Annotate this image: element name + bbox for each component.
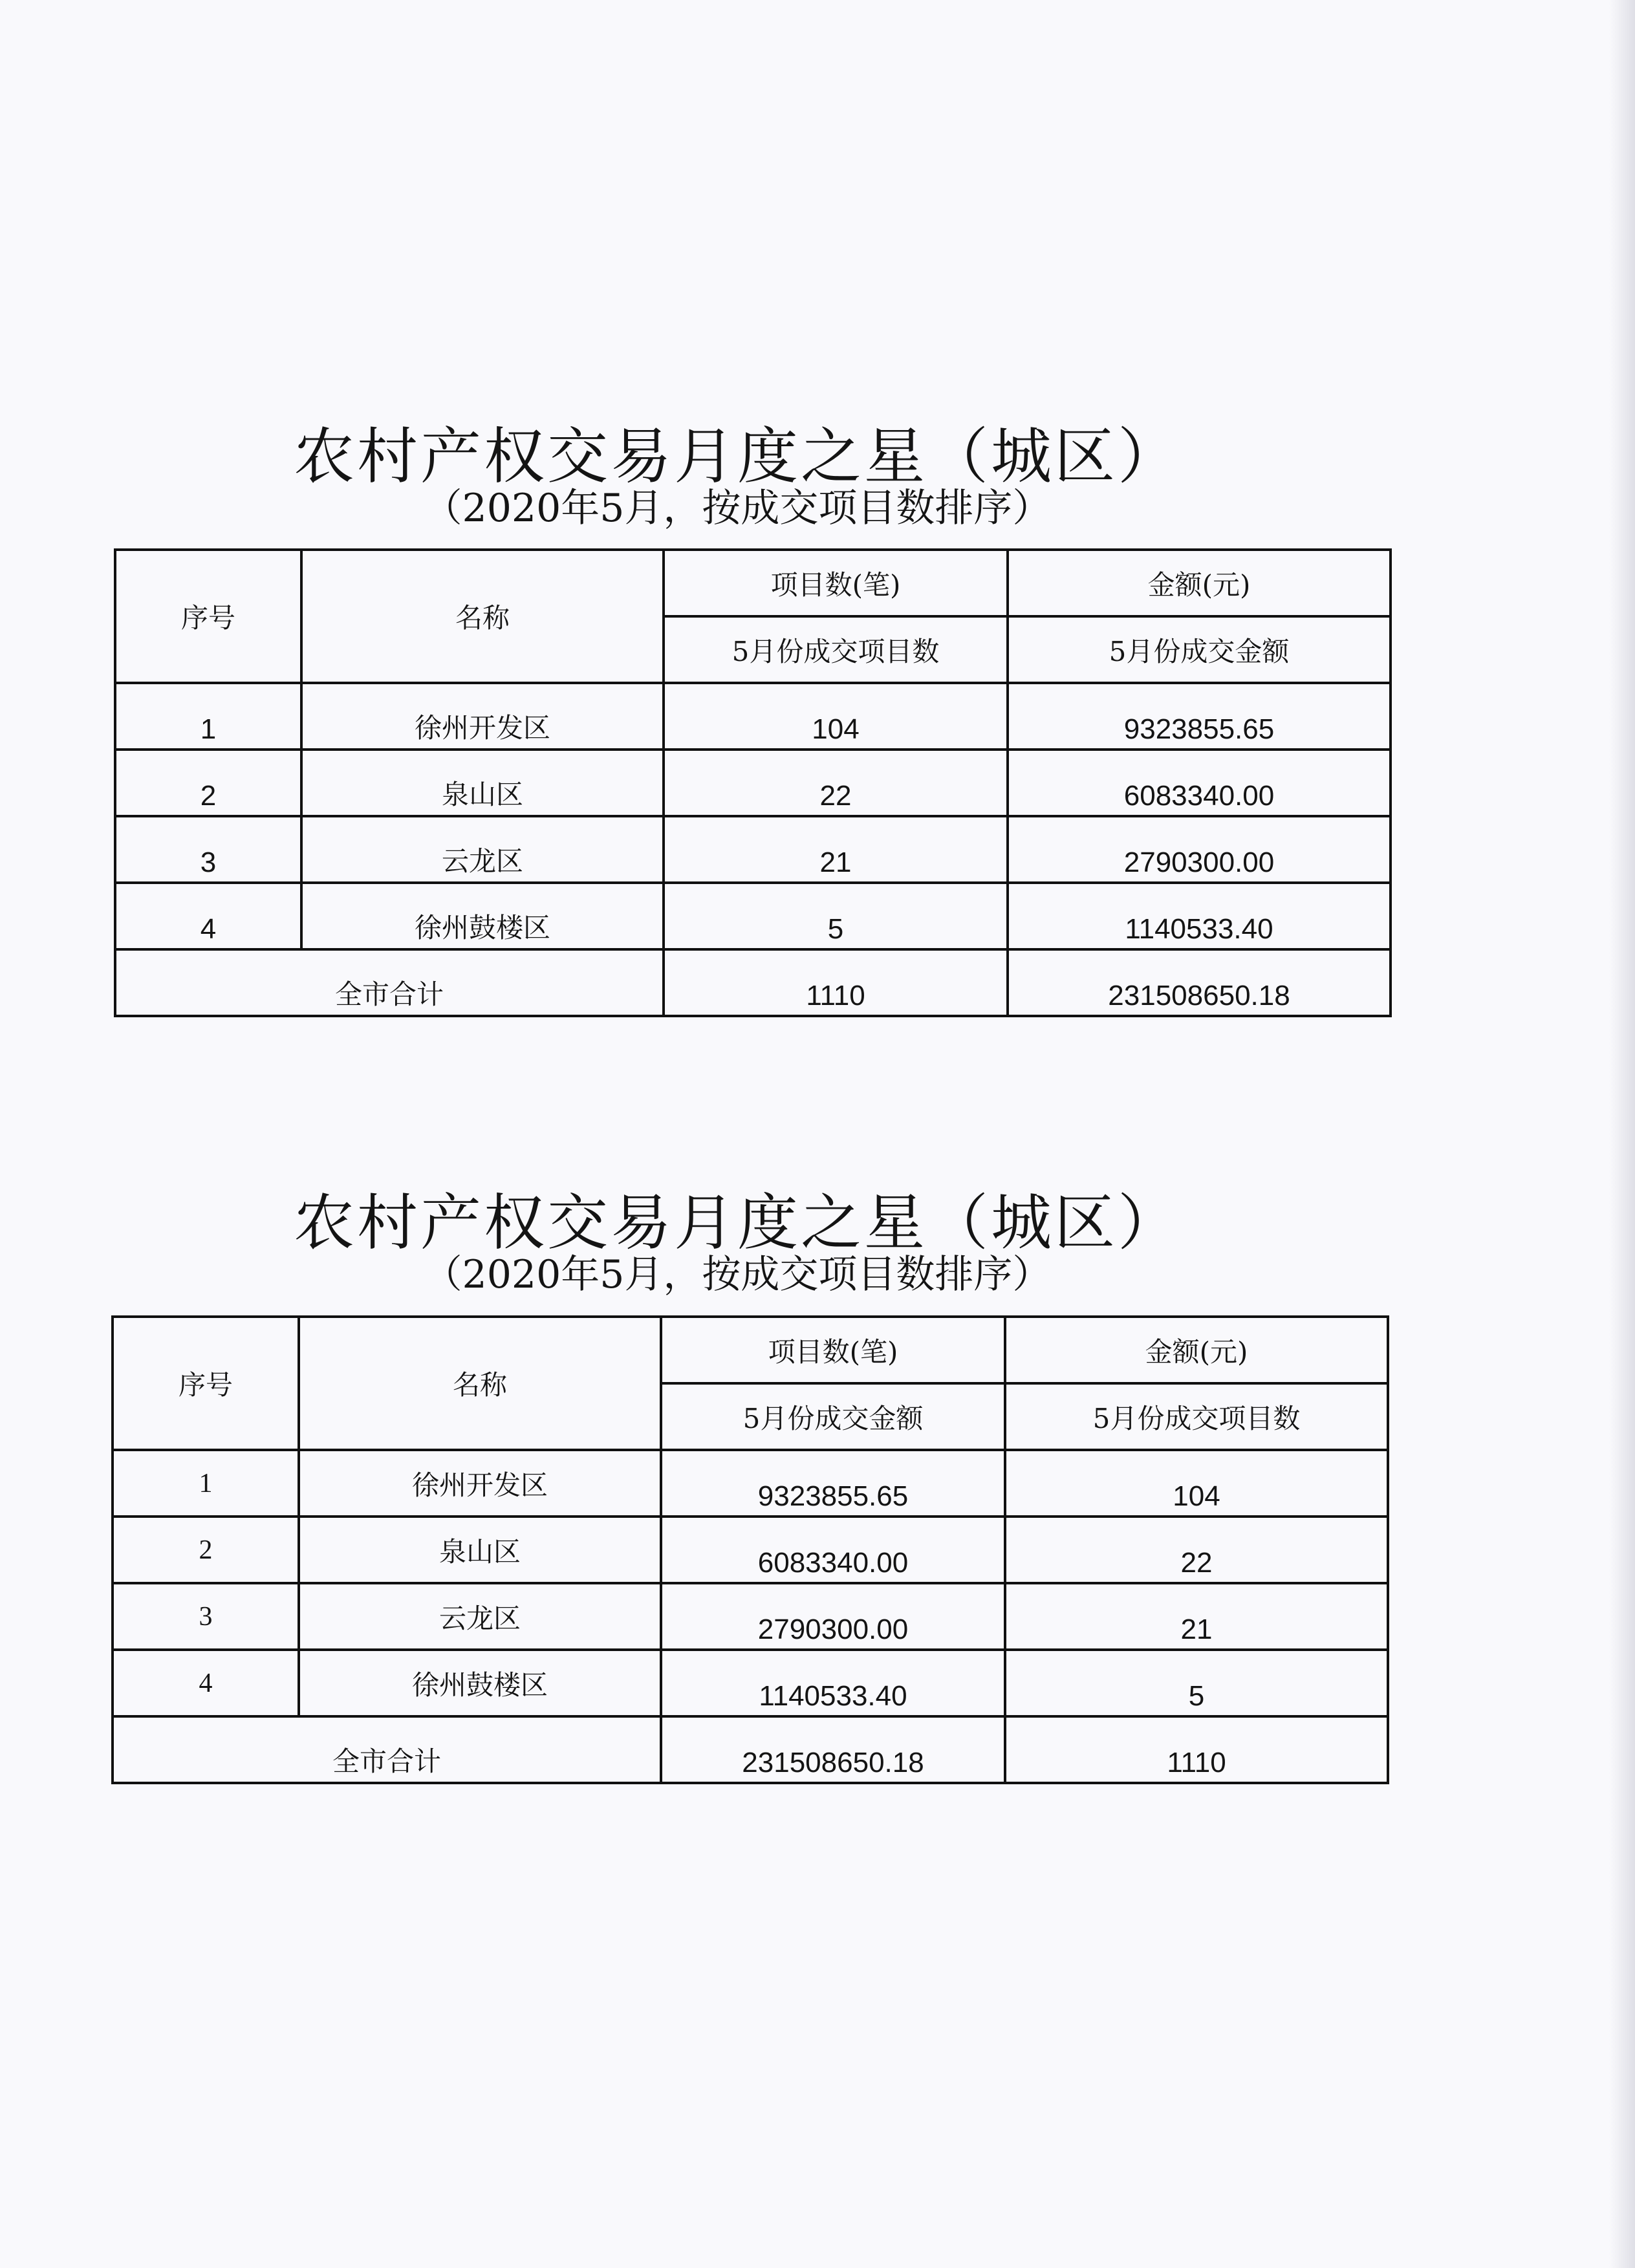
table-row <box>115 816 1391 883</box>
total-col3: 231508650.18 <box>661 1716 1005 1783</box>
section-title: 农村产权交易月度之星（城区） <box>293 422 1181 492</box>
header-name: 名称 <box>301 550 664 683</box>
header-row <box>115 550 1391 616</box>
subheader-col4: 5月份成交项目数 <box>1005 1383 1388 1450</box>
row-col4: 9323855.65 <box>1008 683 1391 750</box>
row-col4: 1140533.40 <box>1008 883 1391 949</box>
row-index: 2 <box>113 1517 299 1583</box>
row-col4: 6083340.00 <box>1008 750 1391 816</box>
scan-edge-shadow <box>1609 0 1635 2268</box>
section-subtitle: （2020年5月，按成交项目数排序） <box>423 486 1052 531</box>
row-name: 云龙区 <box>301 816 664 883</box>
row-index: 3 <box>115 816 301 883</box>
total-label: 全市合计 <box>115 949 664 1016</box>
subheader-col3: 5月份成交金额 <box>661 1383 1005 1450</box>
row-name: 泉山区 <box>299 1517 661 1583</box>
header-group-count: 项目数(笔) <box>664 550 1008 616</box>
row-col3: 5 <box>664 883 1008 949</box>
row-index: 4 <box>115 883 301 949</box>
row-col4: 104 <box>1005 1450 1388 1517</box>
row-col4: 2790300.00 <box>1008 816 1391 883</box>
row-name: 云龙区 <box>299 1583 661 1650</box>
row-col3: 22 <box>664 750 1008 816</box>
total-row <box>113 1716 1388 1783</box>
table-row <box>115 683 1391 750</box>
row-col4: 21 <box>1005 1583 1388 1650</box>
table-row <box>115 883 1391 949</box>
row-index: 4 <box>113 1650 299 1716</box>
row-col4: 5 <box>1005 1650 1388 1716</box>
table-row <box>113 1517 1388 1583</box>
section-subtitle: （2020年5月，按成交项目数排序） <box>423 1252 1052 1297</box>
row-index: 1 <box>113 1450 299 1517</box>
row-col3: 6083340.00 <box>661 1517 1005 1583</box>
total-row <box>115 949 1391 1016</box>
subheader-col4: 5月份成交金额 <box>1008 616 1391 683</box>
header-name: 名称 <box>299 1317 661 1450</box>
ranking-table-1 <box>114 548 1392 1017</box>
row-col3: 21 <box>664 816 1008 883</box>
row-col3: 2790300.00 <box>661 1583 1005 1650</box>
total-col4: 231508650.18 <box>1008 949 1391 1016</box>
total-col4: 1110 <box>1005 1716 1388 1783</box>
row-name: 徐州开发区 <box>299 1450 661 1517</box>
table-row <box>113 1583 1388 1650</box>
table-row <box>113 1650 1388 1716</box>
row-col3: 9323855.65 <box>661 1450 1005 1517</box>
header-index: 序号 <box>115 550 301 683</box>
table-row <box>113 1450 1388 1517</box>
subheader-col3: 5月份成交项目数 <box>664 616 1008 683</box>
header-group-amount: 金额(元) <box>1005 1317 1388 1383</box>
row-col3: 104 <box>664 683 1008 750</box>
total-label: 全市合计 <box>113 1716 661 1783</box>
section-title: 农村产权交易月度之星（城区） <box>293 1188 1181 1258</box>
row-col3: 1140533.40 <box>661 1650 1005 1716</box>
row-name: 徐州鼓楼区 <box>299 1650 661 1716</box>
row-name: 徐州开发区 <box>301 683 664 750</box>
row-index: 2 <box>115 750 301 816</box>
header-index: 序号 <box>113 1317 299 1450</box>
row-col4: 22 <box>1005 1517 1388 1583</box>
row-index: 3 <box>113 1583 299 1650</box>
header-group-count: 项目数(笔) <box>661 1317 1005 1383</box>
table-row <box>115 750 1391 816</box>
ranking-table-2 <box>111 1315 1389 1784</box>
header-group-amount: 金额(元) <box>1008 550 1391 616</box>
row-name: 泉山区 <box>301 750 664 816</box>
row-index: 1 <box>115 683 301 750</box>
total-col3: 1110 <box>664 949 1008 1016</box>
header-row <box>113 1317 1388 1383</box>
row-name: 徐州鼓楼区 <box>301 883 664 949</box>
